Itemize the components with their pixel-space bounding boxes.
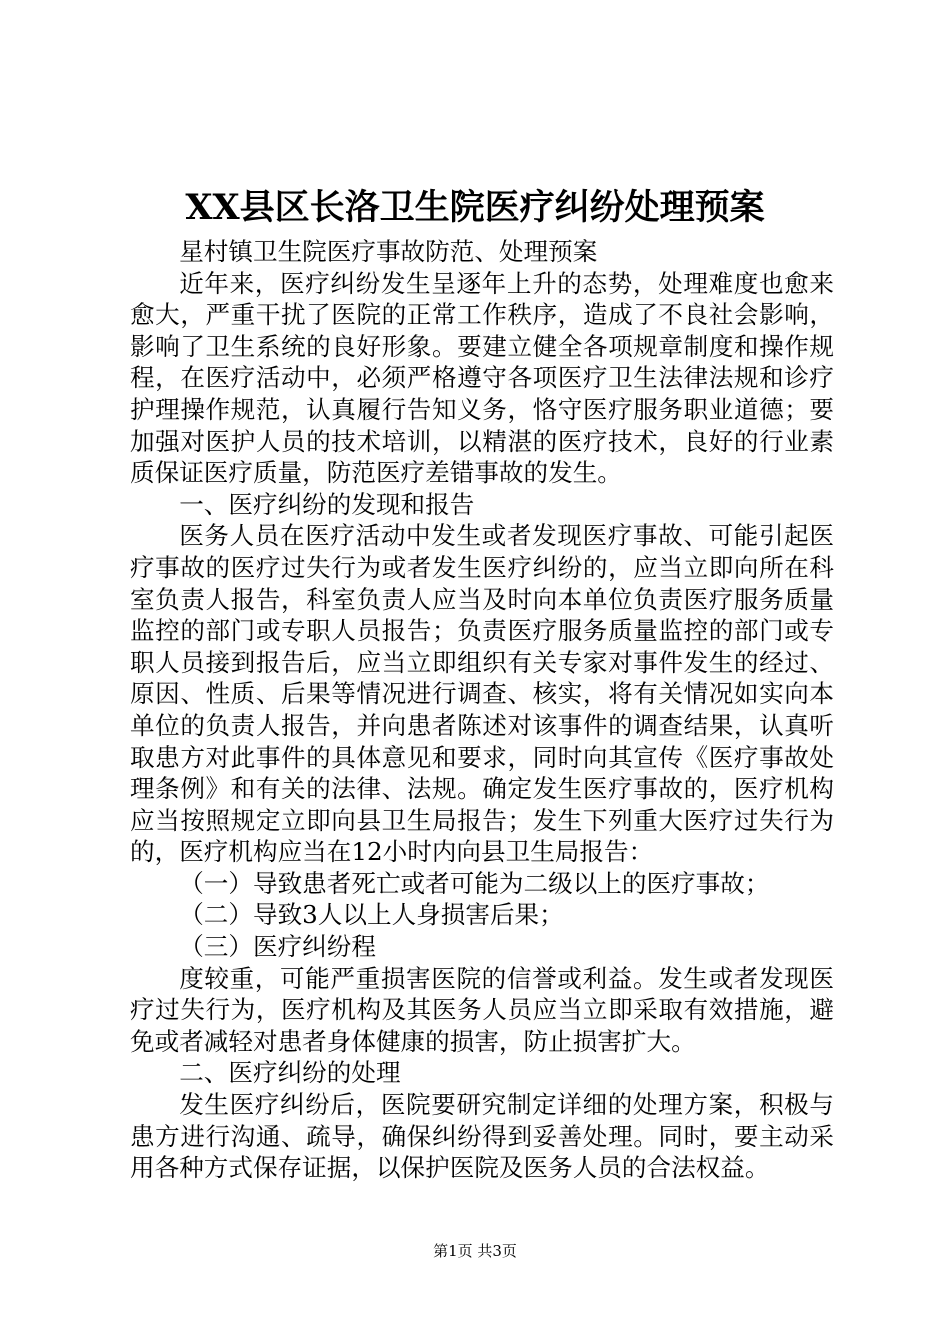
document-title: XX县区长洛卫生院医疗纠纷处理预案 xyxy=(185,187,765,228)
list-item-2: （二）导致3人以上人身损害后果； xyxy=(179,900,564,930)
section-heading-1: 一、医疗纠纷的发现和报告 xyxy=(179,489,475,519)
section-heading-2: 二、医疗纠纷的处理 xyxy=(179,1058,401,1088)
list-item-3: （三）医疗纠纷程 xyxy=(179,932,376,962)
report-paragraph: 医务人员在医疗活动中发生或者发现医疗事故、可能引起医疗事故的医疗过失行为或者发生医疗纠纷的，应当立即向所在科室负责人报告，科室负责人应当及时向本单位负责医疗服务质量监控的部门或专职人员报告；负责医疗服务质量监控的部门或专职人员接到报告后，应当立即组织有关专家对事件发生的经过、原因、性质、后果等情况进行调查、核实，将有关情况如实向本单位的负责人报告，并向患者陈述对该事件的调查结果，认真听取患方对此事件的具体意见和要求，同时向其宣传《医疗事故处理条例》和有关的法律、法规。确定发生医疗事故的，医疗机构应当按照规定立即向县卫生局报告；发生下列重大医疗过失行为的，医疗机构应当在12小时内向县卫生局报告： xyxy=(130,521,834,867)
subtitle-paragraph: 星村镇卫生院医疗事故防范、处理预案 xyxy=(179,237,598,266)
document-body xyxy=(130,236,834,1184)
severity-paragraph: 度较重，可能严重损害医院的信誉或利益。发生或者发现医疗过失行为，医疗机构及其医务人员应当立即采取有效措施，避免或者减轻对患者身体健康的损害，防止损害扩大。 xyxy=(130,963,834,1056)
handling-paragraph: 发生医疗纠纷后，医院要研究制定详细的处理方案，积极与患方进行沟通、疏导，确保纠纷得到妥善处理。同时，要主动采用各种方式保存证据，以保护医院及医务人员的合法权益。 xyxy=(130,1090,834,1183)
page-footer: 第1页 共3页 xyxy=(433,1242,517,1260)
list-item-1: （一）导致患者死亡或者可能为二级以上的医疗事故； xyxy=(179,868,770,898)
intro-paragraph: 近年来，医疗纠纷发生呈逐年上升的态势，处理难度也愈来愈大，严重干扰了医院的正常工作秩序，造成了不良社会影响，影响了卫生系统的良好形象。要建立健全各项规章制度和操作规程，在医疗活动中，必须严格遵守各项医疗卫生法律法规和诊疗护理操作规范，认真履行告知义务，恪守医疗服务职业道德；要加强对医护人员的技术培训，以精湛的医疗技术，良好的行业素质保证医疗质量，防范医疗差错事故的发生。 xyxy=(130,268,834,488)
